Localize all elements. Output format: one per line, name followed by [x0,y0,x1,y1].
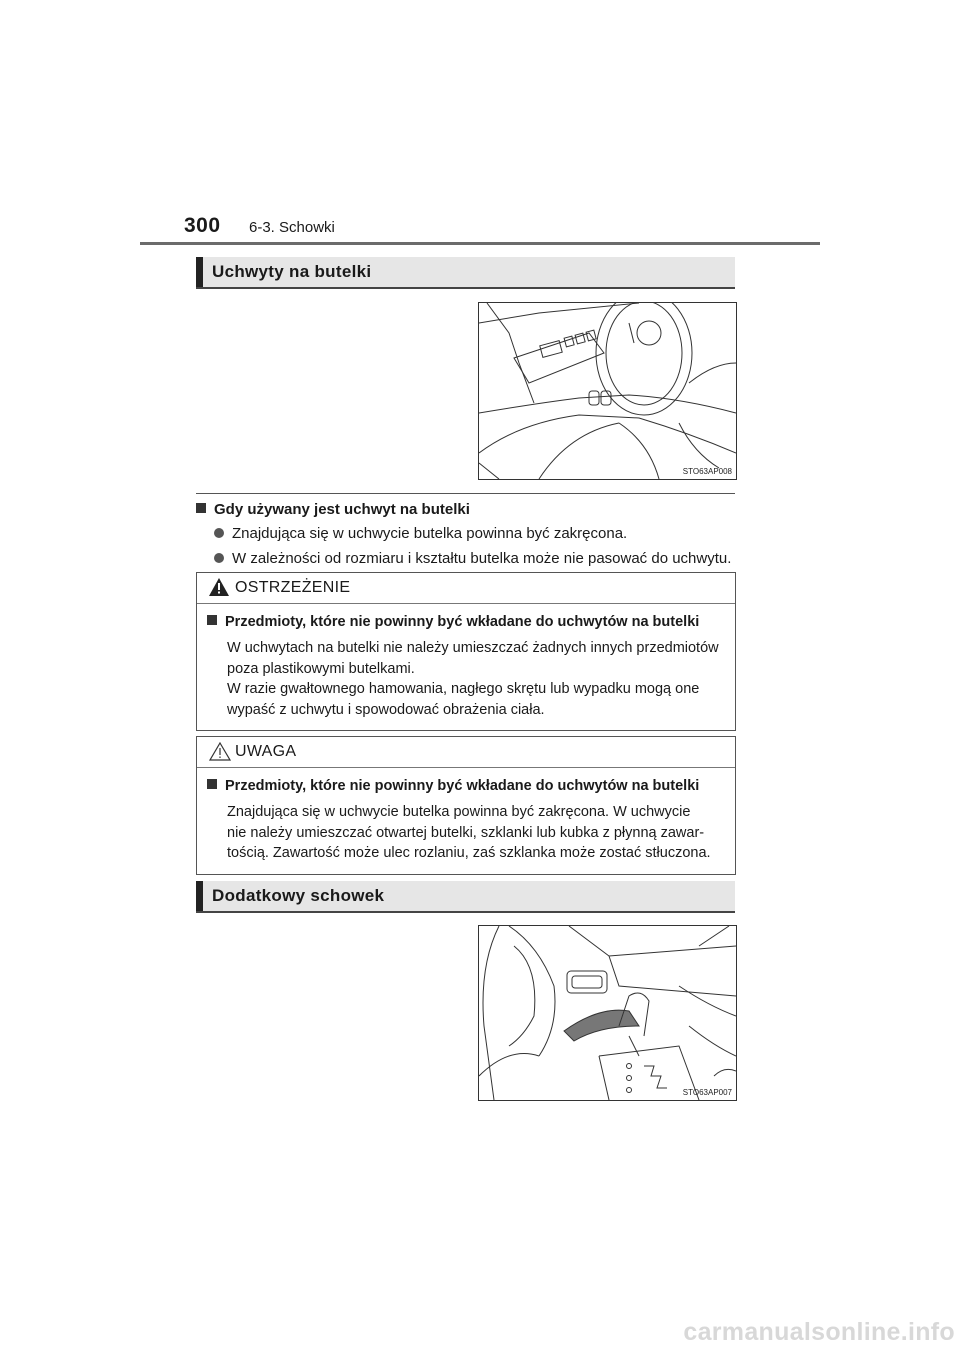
square-bullet-icon [207,779,217,789]
chapter-title: 6-3. Schowki [249,219,335,236]
text-line: wypaść z uchwytu i spowodować obrażenia ciała. [227,701,545,718]
notice-title-text: Przedmioty, które nie powinny być wkładane do uchwytów na butelki [225,778,700,794]
notice-title [207,776,725,796]
notice-label: UWAGA [235,743,297,760]
text-line: tością. Zawartość może ulec rozlaniu, zaś szklanka może zostać stłuczona. [227,845,711,861]
warning-title-text: Przedmioty, które nie powinny być wkładane do uchwytów na butelki [225,614,700,630]
warning-header [197,573,735,603]
warning-text [227,638,725,720]
square-bullet-icon [196,503,206,513]
info-heading: Gdy używany jest uchwyt na butelki [214,501,470,518]
image-code: STO63AP008 [682,467,732,476]
notice-box [196,736,736,875]
notice-text [227,802,725,864]
text-line: Znajdująca się w uchwycie butelka powinna być zakręcona. W uchwycie [227,804,691,820]
section-header-auxiliary-box [196,881,735,913]
car-interior-drawing [479,303,736,479]
header-divider [140,242,820,245]
square-bullet-icon [207,615,217,625]
warning-triangle-filled-icon [209,578,229,596]
list-item [214,548,756,569]
text-line: W razie gwałtownego hamowania, nagłego skrętu lub wypadku mogą one [227,681,700,697]
text-line: poza plastikowymi butelkami. [227,660,415,677]
center-console-drawing [479,926,736,1100]
image-code: STO63AP007 [682,1088,732,1097]
section-title: Uchwyty na butelki [212,262,372,281]
round-bullet-icon [214,553,224,563]
list-item-text: Znajdująca się w uchwycie butelka powinna być zakręcona. [232,525,628,542]
info-heading-row [196,499,756,520]
notice-header [197,737,735,767]
bottle-holder-illustration [478,302,737,480]
section-header-bottle-holders [196,257,735,289]
info-block [196,499,756,569]
list-item-text: W zależności od rozmiaru i kształtu butelka może nie pasować do uchwytu. [232,550,732,567]
warning-title [207,612,725,632]
divider [196,493,735,494]
section-title: Dodatkowy schowek [212,886,385,905]
page-number: 300 [184,214,221,237]
warning-triangle-outline-icon [209,742,231,761]
section-accent [196,881,203,911]
warning-box [196,572,736,731]
list-item [214,523,756,544]
auxiliary-box-illustration [478,925,737,1101]
text-line: W uchwytach na butelki nie należy umieszczać żadnych innych przedmiotów [227,640,719,656]
warning-label: OSTRZEŻENIE [235,579,351,596]
watermark: carmanualsonline.info [683,1318,955,1346]
round-bullet-icon [214,528,224,538]
text-line: nie należy umieszczać otwartej butelki, szklanki lub kubka z płynną zawar- [227,824,705,841]
section-accent [196,257,203,287]
